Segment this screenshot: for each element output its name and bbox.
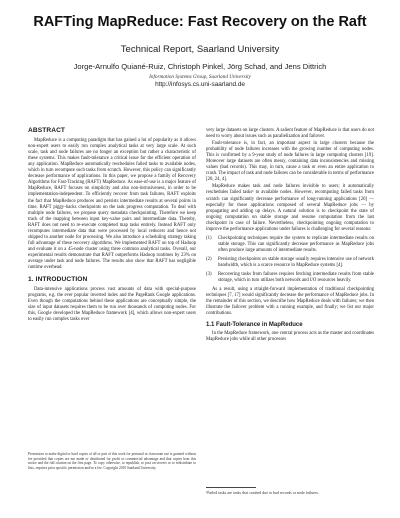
list-item-text: Recovering tasks from failures requires fetching intermediate results from stable storage, which in turn utilizes both network and I/O resources heavily. — [218, 272, 374, 284]
intro-paragraph-1: Data-intensive applications process vast amounts of data with special-purpose programs, e.g. the ever popular inverted index and the PageRank Google applications. Even though the computations behind these applications are conceptually simple, the size of input datasets requires them to be run over thousands of computing nodes. For this, Google developed the MapReduce framework [4], which allows non-expert users to easily run complex tasks over — [28, 287, 196, 323]
paper-title: RAFTing MapReduce: Fast Recovery on the Raft — [33, 14, 367, 30]
list-item-number: (2) — [206, 256, 212, 262]
introduction-heading: 1. INTRODUCTION — [28, 276, 88, 284]
list-item-text: Persisting checkpoints on stable storage usually requires intensive use of network bandwidth, which is a scarce resource in MapReduce systems [4]. — [218, 256, 374, 268]
list-item — [206, 272, 374, 284]
right-column — [206, 128, 374, 345]
paper-subtitle: Technical Report, Saarland University — [120, 44, 280, 55]
reasons-list — [206, 236, 374, 284]
intro-paragraph-2: Fault-tolerance is, in fact, an important aspect in large clusters because the probability of node failures increases with the growing number of computing nodes. This is confirmed by a 9-year study of node failures in large computing clusters [19]. Moreover large datasets are often messy, containing data inconsistencies and missing values (bad records). This may, in turn, cause a task or even an entire application to crash. The impact of task and node failures can be considerable in terms of performance [20, 24, 4]. — [206, 141, 374, 183]
footnote-divider — [206, 487, 256, 488]
intro-paragraph-3: MapReduce makes task and node failures invisible to users; it automatically reschedules failed tasks¹ to available nodes. However, recomputing failed tasks from scratch can significantly decrease performance of long-running applications [20] — especially for those applications composed of several MapReduce jobs — by propagating and adding up delays. A natural solution is to checkpoint the state of ongoing computation on stable storage and resume computation from the last checkpoint in case of failure. Nevertheless, checkpointing ongoing computation to improve the performance applications under failures is challenging for several reasons: — [206, 184, 374, 232]
group-url[interactable]: http://infosys.cs.uni-saarland.de — [155, 81, 245, 88]
intro-paragraph-4: As a result, using a straight-forward implementation of traditional checkpointing techniques [7, 17] would significantly decrease the performance of MapReduce jobs. In the remainder of this section, we describe how MapReduce deals with failures; we then illustrate the failover problem with a running example, and finally; we list our major contributions. — [206, 287, 374, 317]
affiliation: Information Systems Group, Saarland University — [149, 74, 251, 80]
abstract-heading: ABSTRACT — [28, 127, 66, 134]
list-item-number: (3) — [206, 272, 212, 278]
list-item-number: (1) — [206, 235, 212, 241]
list-item — [206, 257, 374, 269]
list-item — [206, 236, 374, 254]
permission-notice: Permission to make digital or hard copies of all or part of this work for personal or classroom use is granted without fee provided that copies are not made or distributed for profit or commercial advantage and that copies bear this notice and the full citation on the first page. To copy otherwise, to republish, to post on servers or to redistribute to lists, requires prior specific permission and/or a fee. Copyright 2010 Saarland University. — [28, 452, 196, 470]
subsection-paragraph: In the MapReduce framework, one central process acts as the master and coordinates MapReduce jobs while all other processes — [206, 331, 374, 343]
footnote: ¹Failed tasks are tasks that crashed due to bad records or node failures. — [206, 490, 319, 495]
left-column — [28, 128, 196, 324]
author-list: Jorge-Arnulfo Quiané-Ruiz, Christoph Pinkel, Jörg Schad, and Jens Dittrich — [73, 62, 327, 71]
list-item-text: Checkpointing techniques require the system to replicate intermediate results on stable storage. This can significantly decrease performance as MapReduce jobs often produce large amounts of intermediate results. — [218, 235, 374, 253]
intro-paragraph-1-continued: very large datasets on large clusters. A salient feature of MapReduce is that users do not need to worry about issues such as parallelization and failover. — [206, 128, 374, 140]
abstract-text: MapReduce is a computing paradigm that has gained a lot of popularity as it allows non-expert users to easily run complex analytical tasks at very large scale. At such scale, task and node failures are no longer an exception but rather a characteristic of these systems. This makes fault-tolerance a critical issue for the efficient operation of any application. MapReduce automatically reschedules failed tasks to available nodes, which in turn recompute such tasks from scratch. However, this policy can significantly decrease performance of applications. In this paper, we propose a family of Recovery Algorithms for Fast-Tracking (RAFT) MapReduce. As ease-of-use is a major feature of MapReduce, RAFT focuses on simplicity and also non-intrusiveness, in order to be implementation-independent. To efficiently recover from task failures, RAFT exploits the fact that MapReduce produces and persists intermediate results at several points in time. RAFT piggy-backs checkpoints on the task progress computation. To deal with multiple node failures, we propose query metadata checkpointing. Therefore we keep track of the mapping between input key-value pairs and intermediate data. Thereby, RAFT does not need to re-execute completed map tasks entirely. Instead RAFT only recomputes intermediate data that were processed by local reducers and hence not shipped to another node for processing. We also introduce a scheduling strategy taking full advantage of these recovery algorithms. We implemented RAFT on top of Hadoop and evaluate it on a 45-node cluster using three common analytical tasks. Overall, our experimental results demonstrate that RAFT outperforms Hadoop runtimes by 23% on average under task and node failures. The results also show that RAFT has negligible runtime overhead. — [28, 138, 196, 271]
subsection-heading: 1.1 Fault-Tolerance in MapReduce — [206, 322, 303, 329]
